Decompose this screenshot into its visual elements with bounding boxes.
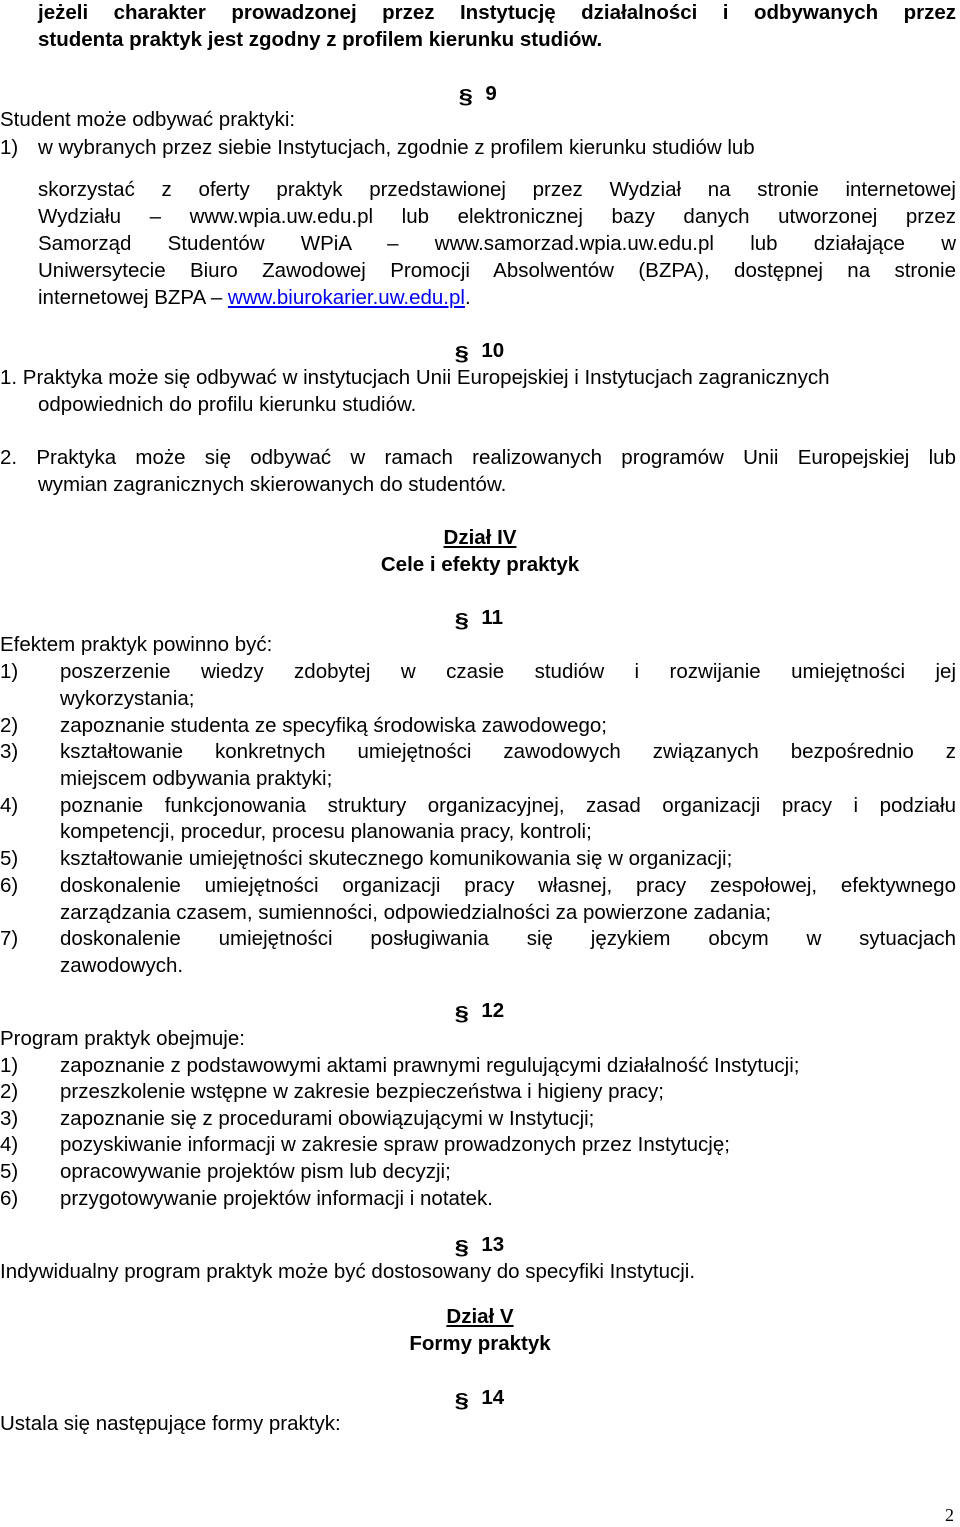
section-11-item-text: poznanie funkcjonowania struktury organizacyjnej, zasad organizacji pracy i podziału	[60, 794, 956, 817]
section-12-item-text: opracowywanie projektów pism lub decyzji;	[60, 1160, 451, 1183]
section-11-item-num: 4)	[0, 794, 19, 817]
chapter-4-subtitle: Cele i efekty praktyk	[380, 553, 580, 576]
section-11-item-text-cont: zawodowych.	[60, 954, 184, 977]
chapter-5-subtitle: Formy praktyk	[409, 1332, 551, 1355]
page-number: 2	[945, 1505, 954, 1525]
section-10-heading: § 10	[454, 339, 505, 365]
section-12-intro: Program praktyk obejmuje:	[0, 1027, 245, 1050]
section-11-item-text: zapoznanie studenta ze specyfiką środowiska zawodowego;	[60, 714, 607, 737]
section-12-heading: § 12	[454, 999, 505, 1025]
section-11-item-text-cont: zarządzania czasem, sumienności, odpowiedzialności za powierzone zadania;	[60, 901, 772, 924]
section-sign-icon: §	[454, 342, 469, 365]
section-12-item-text: zapoznanie się z procedurami obowiązującymi w Instytucji;	[60, 1107, 595, 1130]
section-13-heading: § 13	[454, 1233, 505, 1259]
section-11-item-text: kształtowanie konkretnych umiejętności zawodowych związanych bezpośrednio z	[60, 740, 956, 763]
section-11-item-text-cont: wykorzystania;	[60, 687, 195, 710]
section-11-item-num: 1)	[0, 660, 19, 683]
section-11-heading: § 11	[454, 606, 504, 632]
section-11-item-text: doskonalenie umiejętności posługiwania się językiem obcym w sytuacjach	[60, 927, 956, 950]
section-11-item-text: poszerzenie wiedzy zdobytej w czasie studiów i rozwijanie umiejętności jej	[60, 660, 956, 683]
section-sign-icon: §	[458, 85, 473, 108]
section-9-item-1-line-1: w wybranych przez siebie Instytucjach, zgodnie z profilem kierunku studiów lub	[38, 136, 755, 159]
section-10-item-1-line-2: odpowiednich do profilu kierunku studiów.	[38, 393, 417, 416]
section-9-item-1-line-3: Wydziału – www.wpia.uw.edu.pl lub elektronicznej bazy danych utworzonej przez	[38, 205, 956, 228]
chapter-5-title: Dział V	[446, 1305, 514, 1328]
section-10-item-2-line-1: 2. Praktyka może się odbywać w ramach realizowanych programów Unii Europejskiej lub	[0, 446, 956, 469]
section-12-item-text: przeszkolenie wstępne w zakresie bezpieczeństwa i higieny pracy;	[60, 1080, 664, 1103]
section-12-item-num: 4)	[0, 1133, 19, 1156]
section-sign-icon: §	[454, 1002, 469, 1025]
section-9-item-1-num: 1)	[0, 136, 19, 159]
chapter-4-title: Dział IV	[443, 526, 517, 549]
section-11-item-num: 7)	[0, 927, 19, 950]
section-12-item-num: 2)	[0, 1080, 19, 1103]
section-12-item-num: 1)	[0, 1054, 19, 1077]
section-11-item-num: 5)	[0, 847, 19, 870]
section-11-intro: Efektem praktyk powinno być:	[0, 633, 273, 656]
section-11-item-text-cont: kompetencji, procedur, procesu planowania pracy, kontroli;	[60, 820, 592, 843]
section-11-item-num: 3)	[0, 740, 19, 763]
continuation-line-1: jeżeli charakter prowadzonej przez Instytucję działalności i odbywanych przez	[38, 1, 956, 24]
section-11-item-text-cont: miejscem odbywania praktyki;	[60, 767, 333, 790]
section-10-item-1-line-1: 1. Praktyka może się odbywać w instytucjach Unii Europejskiej i Instytucjach zagranicznych	[0, 366, 830, 389]
section-9-item-1-line-5: Uniwersytecie Biuro Zawodowej Promocji Absolwentów (BZPA), dostępnej na stronie	[38, 259, 956, 282]
section-11-item-num: 2)	[0, 714, 19, 737]
section-9-item-1-line-4: Samorząd Studentów WPiA – www.samorzad.wpia.uw.edu.pl lub działające w	[38, 232, 956, 255]
biurokarier-link[interactable]: www.biurokarier.uw.edu.pl	[227, 286, 465, 309]
section-14-text: Ustala się następujące formy praktyk:	[0, 1412, 341, 1435]
section-9-item-1-line-6: internetowej BZPA – www.biurokarier.uw.edu.pl.	[38, 286, 471, 309]
section-11-item-text: kształtowanie umiejętności skutecznego komunikowania się w organizacji;	[60, 847, 733, 870]
section-9-intro: Student może odbywać praktyki:	[0, 108, 296, 131]
section-10-item-2-line-2: wymian zagranicznych skierowanych do studentów.	[38, 473, 507, 496]
section-13-text: Indywidualny program praktyk może być dostosowany do specyfiki Instytucji.	[0, 1260, 696, 1283]
section-12-item-num: 5)	[0, 1160, 19, 1183]
section-14-heading: § 14	[454, 1386, 505, 1412]
section-9-heading: § 9	[458, 82, 497, 108]
section-12-item-text: zapoznanie z podstawowymi aktami prawnymi regulującymi działalność Instytucji;	[60, 1054, 800, 1077]
section-sign-icon: §	[454, 1236, 469, 1259]
section-11-item-num: 6)	[0, 874, 19, 897]
section-9-item-1-line-2: skorzystać z oferty praktyk przedstawionej przez Wydział na stronie internetowej	[38, 178, 956, 201]
continuation-line-2: studenta praktyk jest zgodny z profilem kierunku studiów.	[38, 28, 603, 51]
section-12-item-text: przygotowywanie projektów informacji i notatek.	[60, 1187, 493, 1210]
section-11-item-text: doskonalenie umiejętności organizacji pracy własnej, pracy zespołowej, efektywnego	[60, 874, 956, 897]
section-sign-icon: §	[454, 609, 469, 632]
section-sign-icon: §	[454, 1389, 469, 1412]
section-12-item-text: pozyskiwanie informacji w zakresie spraw prowadzonych przez Instytucję;	[60, 1133, 730, 1156]
section-12-item-num: 3)	[0, 1107, 19, 1130]
section-12-item-num: 6)	[0, 1187, 19, 1210]
